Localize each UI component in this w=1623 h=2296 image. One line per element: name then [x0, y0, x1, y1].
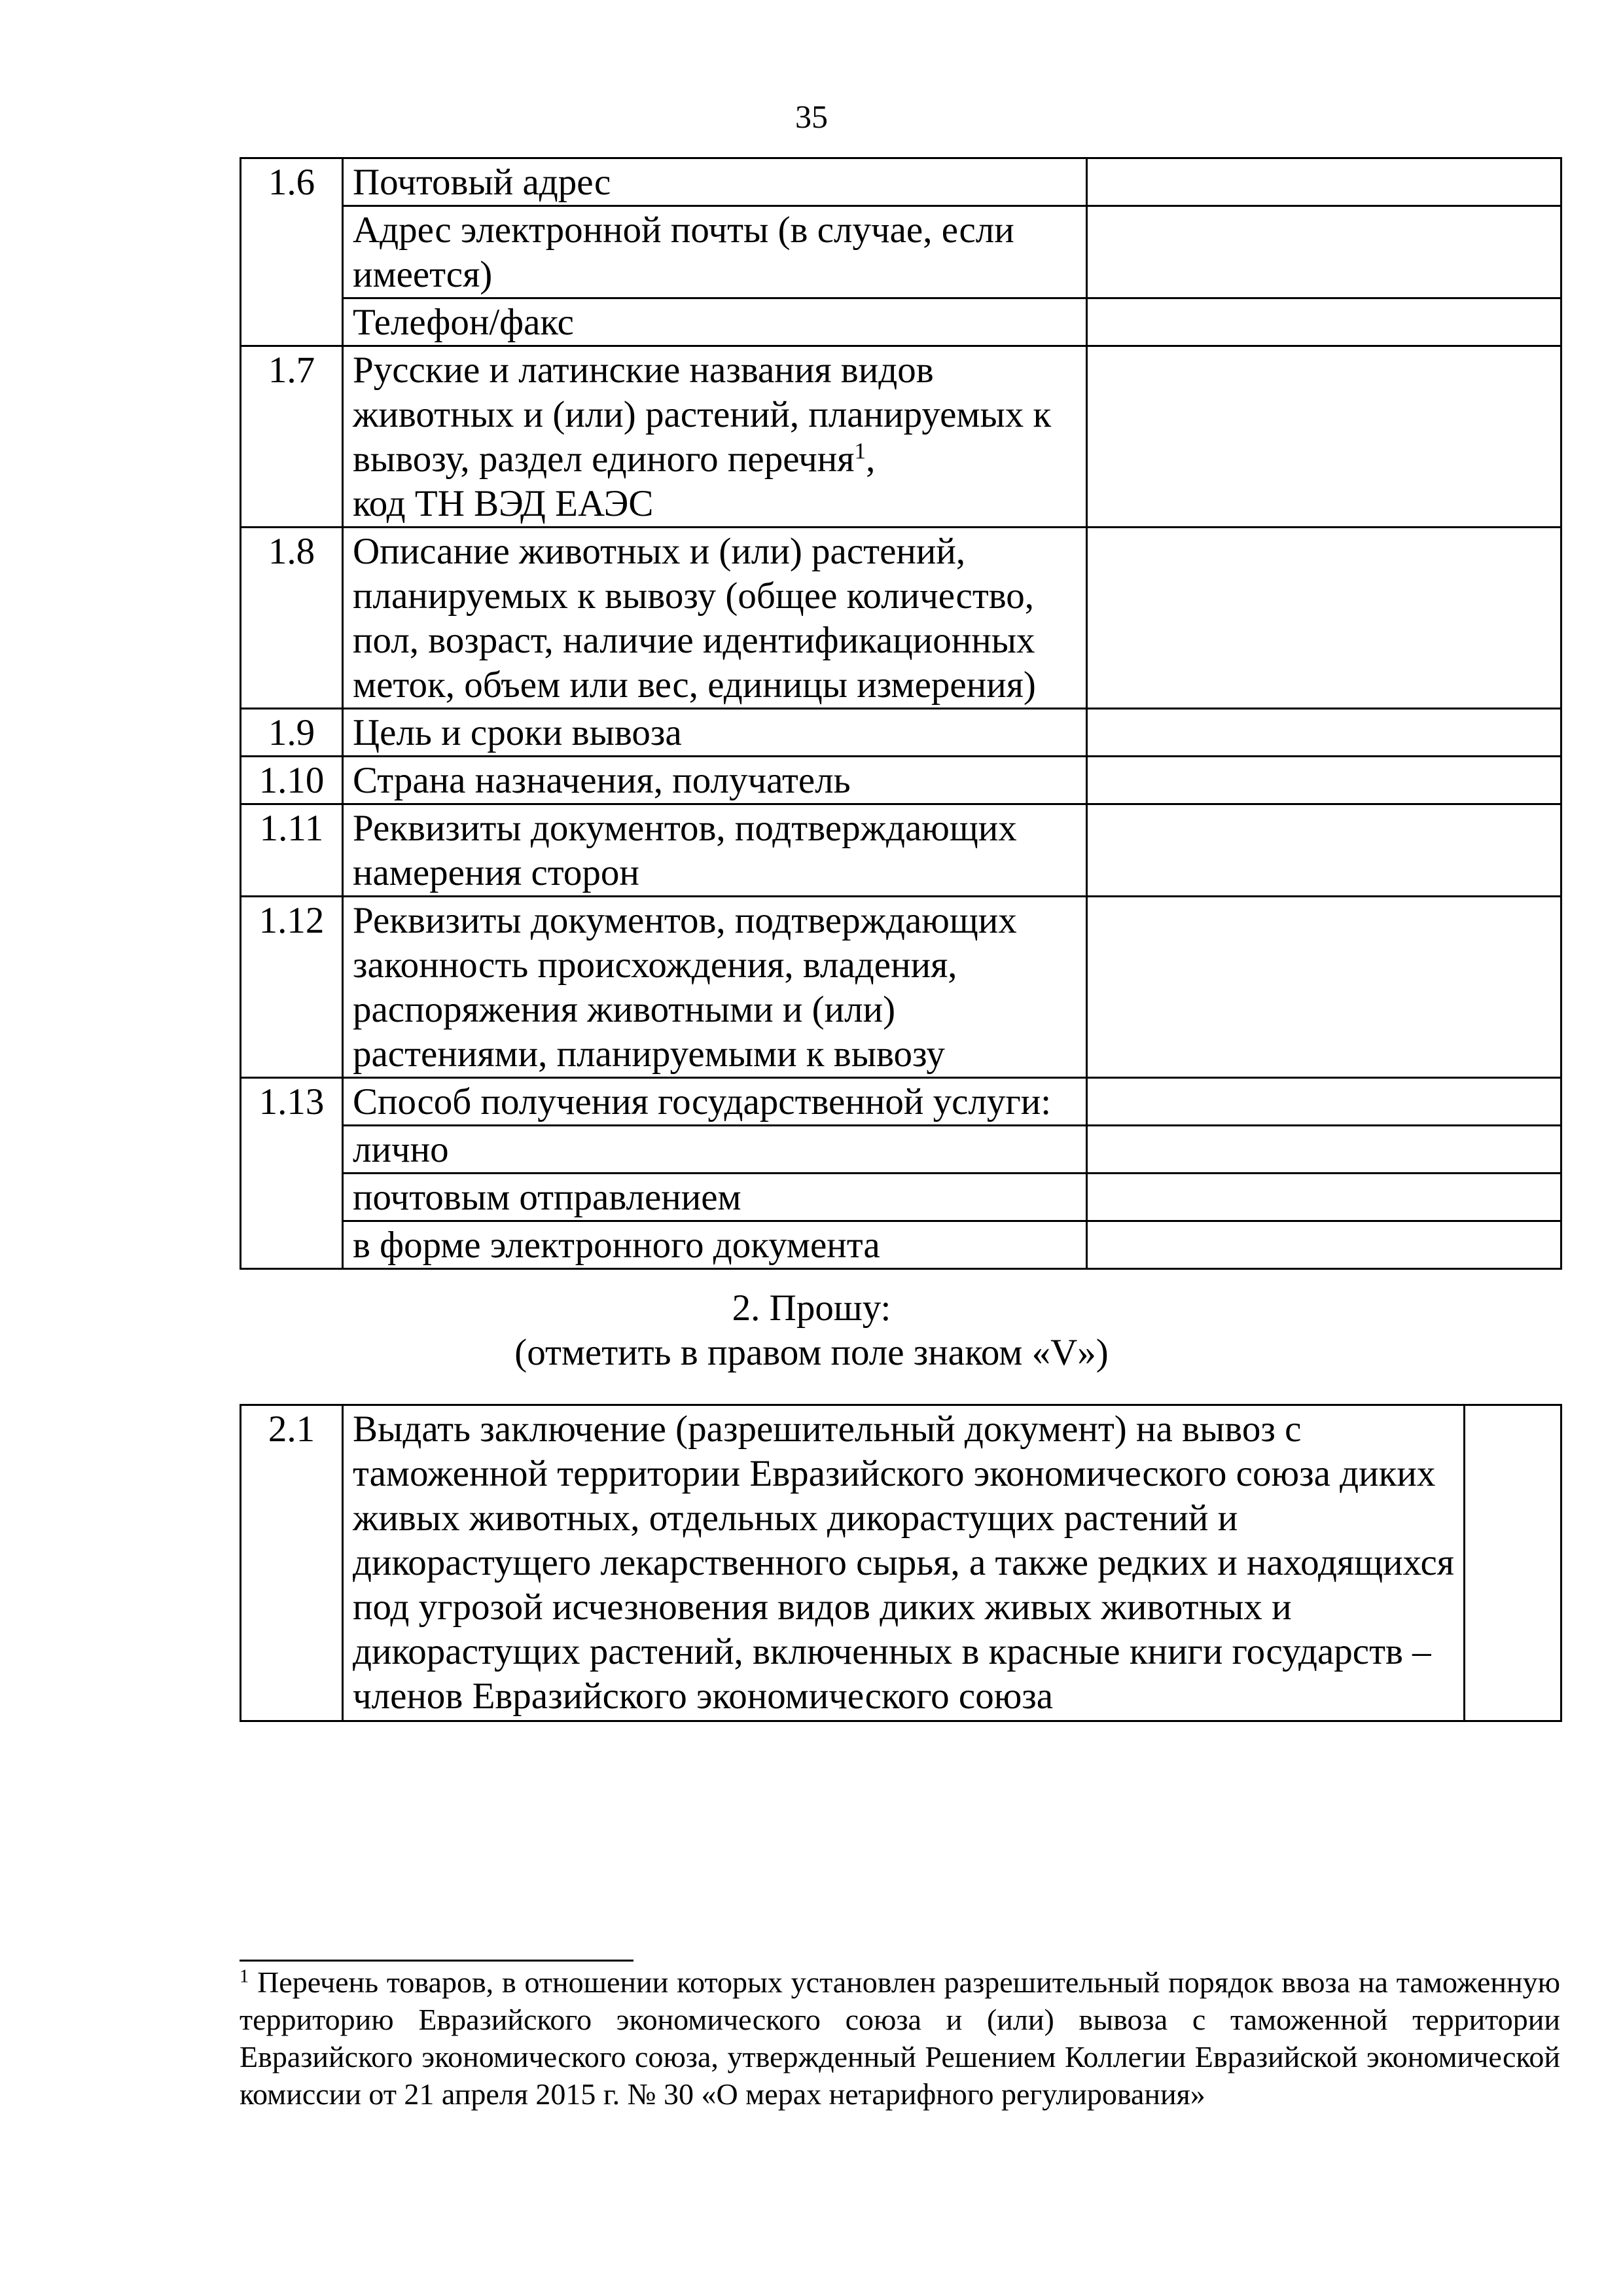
row-number-1-8: 1.8 — [241, 528, 343, 709]
service-method-field — [1087, 1078, 1561, 1126]
row-number-1-11: 1.11 — [241, 804, 343, 897]
option-in-person-field[interactable] — [1087, 1126, 1561, 1174]
email-label: Адрес электронной почты (в случае, если имеется) — [343, 206, 1087, 298]
row-number-1-6: 1.6 — [241, 158, 343, 346]
request-text: Выдать заключение (разрешительный документ) на вывоз с таможенной территории Евразийского экономического союза диких живых животных, отдельных дикорастущих растений и дикорастущего лекарственного сырья, а также редких и находящихся под угрозой исчезновения видов диких живых животных и дикорастущих растений, включенных в красные книги государств – членов Евразийского экономического союза — [343, 1405, 1465, 1721]
row-number-1-10: 1.10 — [241, 757, 343, 804]
purpose-label: Цель и сроки вывоза — [343, 709, 1087, 757]
email-field[interactable] — [1087, 206, 1561, 298]
request-table — [240, 1404, 1562, 1722]
section-2-heading — [0, 1286, 1623, 1375]
footnote-mark: 1 — [240, 1966, 249, 1987]
legality-docs-label: Реквизиты документов, подтверждающих законность происхождения, владения, распоряжения животными и (или) растениями, планируемыми к вывозу — [343, 897, 1087, 1078]
option-electronic-label: в форме электронного документа — [343, 1221, 1087, 1269]
option-electronic-field[interactable] — [1087, 1221, 1561, 1269]
footnote-separator — [240, 1960, 633, 1962]
option-by-mail-label: почтовым отправлением — [343, 1174, 1087, 1221]
destination-field[interactable] — [1087, 757, 1561, 804]
postal-address-field[interactable] — [1087, 158, 1561, 206]
footnote-text: Перечень товаров, в отношении которых установлен разрешительный порядок ввоза на таможенную территорию Евразийского экономического союза и (или) вывоза с таможенной территории Евразийского экономического союза, утвержденный Решением Коллегии Евразийской экономической комиссии от 21 апреля 2015 г. № 30 «О мерах нетарифного регулирования» — [240, 1965, 1561, 2111]
footnote-reference: 1 — [854, 438, 866, 464]
row-number-1-7: 1.7 — [241, 346, 343, 528]
application-table — [240, 157, 1562, 1270]
section-2-subtitle: (отметить в правом поле знаком «V») — [514, 1332, 1109, 1373]
footnote — [240, 1964, 1560, 2113]
species-names-field[interactable] — [1087, 346, 1561, 528]
phone-fax-field[interactable] — [1087, 298, 1561, 346]
intent-docs-field[interactable] — [1087, 804, 1561, 897]
intent-docs-label: Реквизиты документов, подтверждающих намерения сторон — [343, 804, 1087, 897]
option-in-person-label: лично — [343, 1126, 1087, 1174]
row-number-1-9: 1.9 — [241, 709, 343, 757]
service-method-label: Способ получения государственной услуги: — [343, 1078, 1087, 1126]
phone-fax-label: Телефон/факс — [343, 298, 1087, 346]
row-number-1-13: 1.13 — [241, 1078, 343, 1269]
destination-label: Страна назначения, получатель — [343, 757, 1087, 804]
row-number-2-1: 2.1 — [241, 1405, 343, 1721]
request-checkbox-field[interactable] — [1465, 1405, 1561, 1721]
option-by-mail-field[interactable] — [1087, 1174, 1561, 1221]
page-number: 35 — [795, 98, 828, 135]
legality-docs-field[interactable] — [1087, 897, 1561, 1078]
purpose-field[interactable] — [1087, 709, 1561, 757]
row-number-1-12: 1.12 — [241, 897, 343, 1078]
postal-address-label: Почтовый адрес — [343, 158, 1087, 206]
section-2-title: 2. Прошу: — [732, 1287, 891, 1329]
species-names-label: Русские и латинские названия видов животных и (или) растений, планируемых к вывозу, раздел единого перечня$^1$, код ТН ВЭД ЕАЭС — [343, 346, 1087, 528]
description-label: Описание животных и (или) растений, планируемых к вывозу (общее количество, пол, возраст, наличие идентификационных меток, объем или вес, единицы измерения) — [343, 528, 1087, 709]
description-field[interactable] — [1087, 528, 1561, 709]
